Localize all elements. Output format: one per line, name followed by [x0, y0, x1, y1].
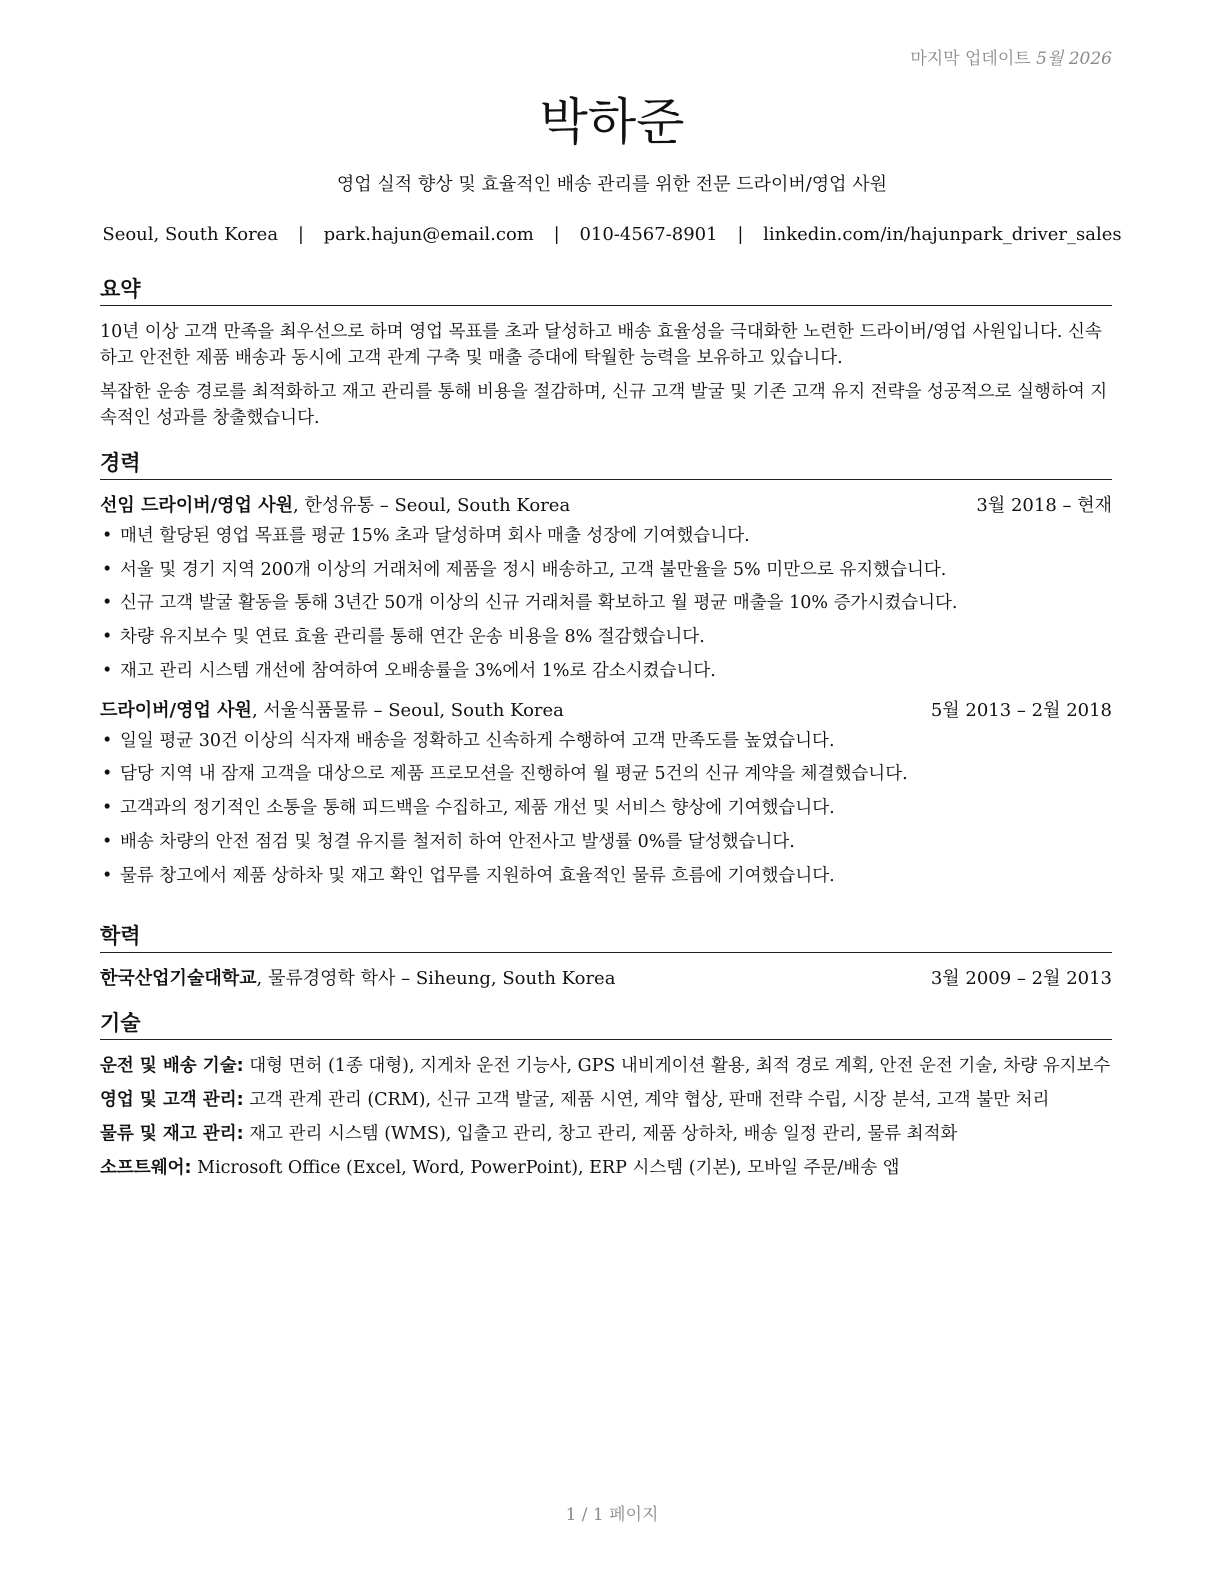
job-dates: 5월 2013 – 2월 2018 [930, 699, 1112, 721]
candidate-name: 박하준 [539, 93, 685, 151]
job-location: Seoul, South Korea [394, 495, 571, 516]
job-company: 서울식품물류 [263, 699, 368, 721]
list-item: • 차량 유지보수 및 연료 효율 관리를 통해 연간 운송 비용을 8% 절감했습니다. [100, 624, 1112, 650]
list-item: • 매년 할당된 영업 목표를 평균 15% 초과 달성하며 회사 매출 성장에 기여했습니다. [100, 523, 1112, 549]
education-entry: 한국산업기술대학교, 물류경영학 학사 – Siheung, South Korea 3월 2009 – 2월 2013 [100, 966, 1112, 992]
bullet-icon: • [102, 865, 113, 886]
section-title-experience: 경력 [100, 450, 1112, 480]
job-header: 선임 드라이버/영업 사원, 한성유통 – Seoul, South Korea 3월 2018 – 현재 [100, 493, 1112, 519]
skill-value: 고객 관계 관리 (CRM), 신규 고객 발굴, 제품 시연, 계약 협상, 판매 전략 수립, 시장 분석, 고객 불만 처리 [249, 1090, 1050, 1110]
list-item: • 서울 및 경기 지역 200개 이상의 거래처에 제품을 정시 배송하고, 고객 불만율을 5% 미만으로 유지했습니다. [100, 557, 1112, 583]
contact-separator: | [297, 224, 304, 245]
skill-label: 물류 및 재고 관리: [100, 1124, 244, 1144]
job-bullets [100, 523, 1112, 684]
summary-section [100, 276, 1112, 431]
skill-value: 대형 면허 (1종 대형), 지게차 운전 기능사, GPS 내비게이션 활용, 최적 경로 계획, 안전 운전 기술, 차량 유지보수 [249, 1056, 1111, 1076]
education-dates: 3월 2009 – 2월 2013 [930, 968, 1112, 989]
summary-paragraph: 10년 이상 고객 만족을 최우선으로 하며 영업 목표를 초과 달성하고 배송 효율성을 극대화한 노련한 드라이버/영업 사원입니다. 신속하고 안전한 제품 배송과 동시에 고객 관계 구축 및 매출 증대에 탁월한 능력을 보유하고 있습니다. [100, 322, 1102, 368]
education-section [100, 923, 1112, 992]
bullet-icon: • [102, 798, 113, 819]
list-item: • 물류 창고에서 제품 상하차 및 재고 확인 업무를 지원하여 효율적인 물류 흐름에 기여했습니다. [100, 863, 1112, 889]
headline: 영업 실적 향상 및 효율적인 배송 관리를 위한 전문 드라이버/영업 사원 [336, 174, 888, 195]
job-entry [100, 698, 1112, 889]
list-item: • 담당 지역 내 잠재 고객을 대상으로 제품 프로모션을 진행하여 월 평균 5건의 신규 계약을 체결했습니다. [100, 761, 1112, 787]
experience-section [100, 450, 1112, 896]
degree: 물류경영학 학사 [267, 968, 396, 989]
contact-linkedin[interactable]: linkedin.com/in/hajunpark_driver_sales [763, 224, 1122, 245]
bullet-icon: • [102, 526, 113, 546]
list-item: • 재고 관리 시스템 개선에 참여하여 오배송률을 3%에서 1%로 감소시켰습니다. [100, 658, 1112, 684]
job-company: 한성유통 [304, 495, 375, 516]
last-updated [910, 44, 1112, 69]
contact-phone[interactable]: 010-4567-8901 [579, 224, 718, 245]
school-name: 한국산업기술대학교 [100, 968, 257, 989]
job-dates: 3월 2018 – 현재 [976, 495, 1112, 516]
skill-label: 운전 및 배송 기술: [100, 1056, 244, 1076]
contact-email[interactable]: park.hajun@email.com [323, 224, 534, 245]
skill-row [100, 1155, 1112, 1181]
last-updated-date: 5월 2026 [1036, 49, 1112, 69]
skills-section [100, 1010, 1112, 1189]
list-item: • 고객과의 정기적인 소통을 통해 피드백을 수집하고, 제품 개선 및 서비스 향상에 기여했습니다. [100, 795, 1112, 821]
skill-row [100, 1087, 1112, 1113]
list-item: • 배송 차량의 안전 점검 및 청결 유지를 철저히 하여 안전사고 발생률 0%를 달성했습니다. [100, 829, 1112, 855]
contact-separator: | [553, 224, 560, 245]
job-location: Seoul, South Korea [388, 699, 564, 721]
contact-separator: | [737, 224, 744, 245]
summary-paragraph: 복잡한 운송 경로를 최적화하고 재고 관리를 통해 비용을 절감하며, 신규 고객 발굴 및 기존 고객 유지 전략을 성공적으로 실행하여 지속적인 성과를 창출했습니다. [100, 382, 1108, 428]
list-item: • 일일 평균 30건 이상의 식자재 배송을 정확하고 신속하게 수행하여 고객 만족도를 높였습니다. [100, 728, 1112, 754]
contact-line [0, 224, 1224, 245]
job-entry [100, 493, 1112, 684]
skill-row [100, 1053, 1112, 1079]
job-header: 드라이버/영업 사원, 서울식품물류 – Seoul, South Korea 5월 2013 – 2월 2018 [100, 698, 1112, 724]
bullet-icon: • [102, 764, 113, 785]
bullet-icon: • [102, 660, 113, 681]
skill-value: Microsoft Office (Excel, Word, PowerPoint), ERP 시스템 (기본), 모바일 주문/배송 앱 [197, 1158, 900, 1178]
skill-value: 재고 관리 시스템 (WMS), 입출고 관리, 창고 관리, 제품 상하차, 배송 일정 관리, 물류 최적화 [249, 1124, 958, 1144]
skill-label: 영업 및 고객 관리: [100, 1090, 244, 1110]
school-location: Siheung, South Korea [415, 968, 616, 989]
job-bullets [100, 728, 1112, 889]
bullet-icon: • [102, 831, 113, 852]
list-item: • 신규 고객 발굴 활동을 통해 3년간 50개 이상의 신규 거래처를 확보하고 월 평균 매출을 10% 증가시켰습니다. [100, 590, 1112, 616]
last-updated-label: 마지막 업데이트 [910, 49, 1031, 69]
bullet-icon: • [102, 627, 113, 648]
bullet-icon: • [102, 559, 113, 580]
section-title-summary: 요약 [100, 276, 1112, 306]
section-title-education: 학력 [100, 923, 1112, 953]
skill-row [100, 1121, 1112, 1147]
job-role: 선임 드라이버/영업 사원 [100, 495, 293, 516]
section-title-skills: 기술 [100, 1010, 1112, 1040]
bullet-icon: • [102, 593, 113, 614]
job-role: 드라이버/영업 사원 [100, 699, 252, 721]
bullet-icon: • [102, 730, 113, 751]
skill-label: 소프트웨어: [100, 1158, 192, 1178]
page-indicator: 1 / 1 페이지 [565, 1505, 659, 1525]
contact-location: Seoul, South Korea [102, 224, 279, 245]
